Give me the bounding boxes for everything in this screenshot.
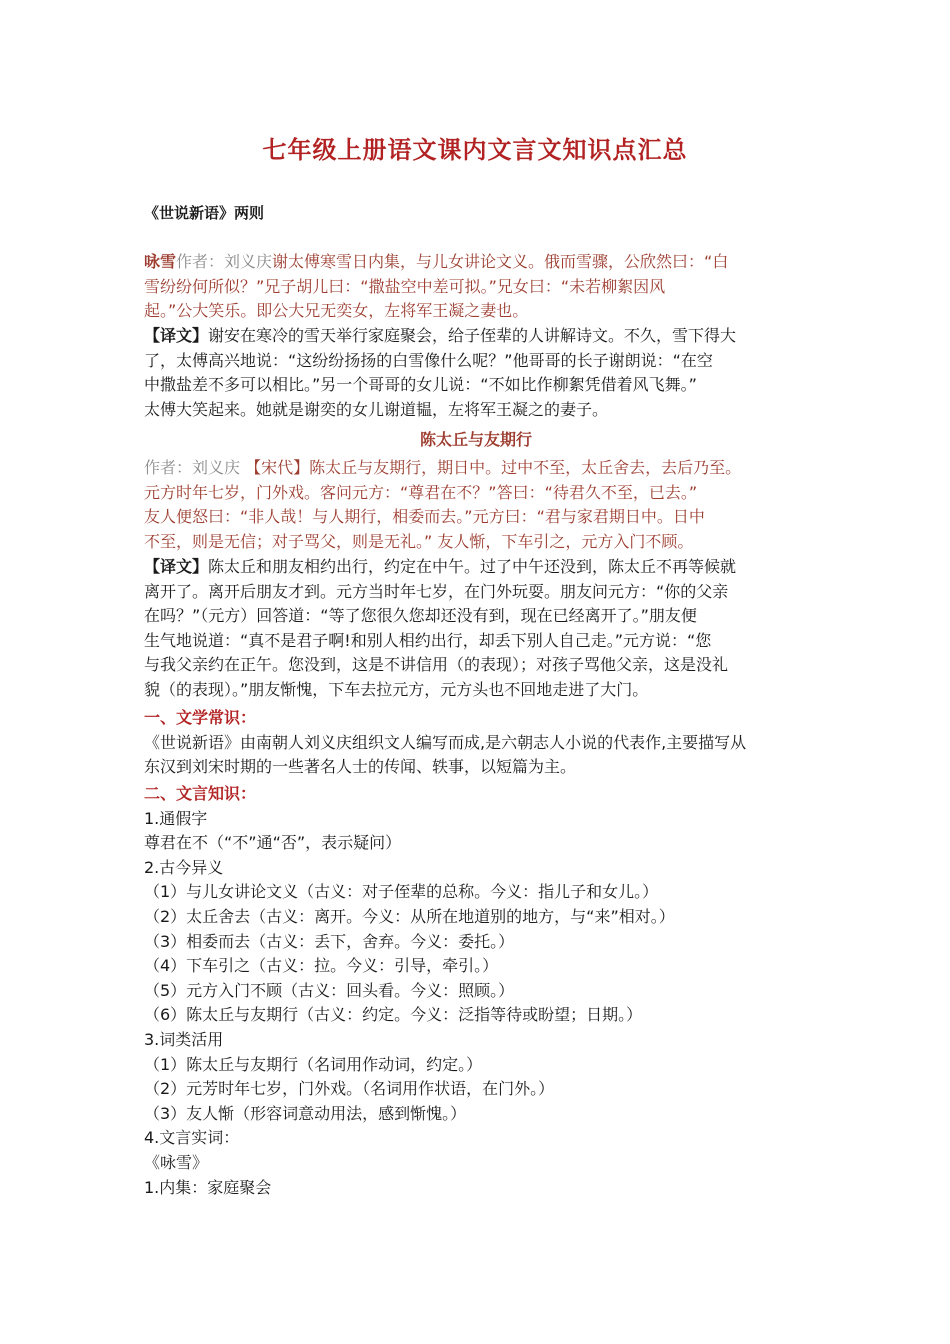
yongxue-text-line: 谢太傅寒雪日内集，与儿女讲论文义。俄而雪骤，公欣然曰：“白 — [272, 252, 729, 271]
chentaiqiu-heading: 陈太丘与友期行 — [419, 430, 532, 449]
chentaiqiu-text-line: 元方时年七岁，门外戏。客问元方：“尊君在不？”答曰：“待君久不至，已去。” — [144, 482, 698, 502]
chentaiqiu-text-line: 陈太丘与友期行，期日中。过中不至，太丘舍去，去后乃至。 — [309, 458, 742, 477]
yongxue-translation — [144, 324, 808, 422]
section-line: （6）陈太丘与友期行（古义：约定。今义：泛指等待或盼望；日期。） — [144, 1005, 643, 1025]
section-line: （1）陈太丘与友期行（名词用作动词，约定。） — [144, 1054, 483, 1074]
translation-line: 太傅大笑起来。她就是谢奕的女儿谢道韫，左将军王凝之的妻子。 — [144, 399, 609, 419]
chentaiqiu-author: 作者：刘义庆 — [144, 458, 241, 477]
section-line: （4）下车引之（古义：拉。今义：引导，牵引。） — [144, 956, 499, 976]
yongxue-author: 作者：刘义庆 — [176, 252, 273, 271]
section-line: （3）相委而去（古义：丢下，舍弃。今义：委托。） — [144, 931, 515, 951]
translation-line: 了，太傅高兴地说：“这纷纷扬扬的白雪像什么呢？”他哥哥的长子谢朗说：“在空 — [144, 350, 713, 370]
translation-line: 陈太丘和朋友相约出行，约定在中午。过了中午还没到，陈太丘不再等候就 — [208, 557, 737, 576]
literature-section — [144, 706, 808, 780]
section-line: （1）与儿女讲论文义（古义：对子侄辈的总称。今义：指儿子和女儿。） — [144, 882, 659, 902]
classical-knowledge-section — [144, 782, 808, 1200]
section-heading: 一、文学常识： — [144, 708, 257, 727]
translation-line: 生气地说道：“真不是君子啊!和别人相约出行，却丢下别人自己走。”元方说：“您 — [144, 630, 712, 650]
translation-line: 与我父亲约在正午。您没到，这是不讲信用（的表现）；对孩子骂他父亲，这是没礼 — [144, 655, 729, 675]
translation-line: 在吗？”（元方）回答道：“等了您很久您却还没有到，现在已经离开了。”朋友便 — [144, 606, 697, 626]
section-line: 《咏雪》 — [144, 1152, 209, 1172]
page-title: 七年级上册语文课内文言文知识点汇总 — [262, 136, 688, 164]
translation-line: 中撒盐差不多可以相比。”另一个哥哥的女儿说：“不如比作柳絮凭借着风飞舞。” — [144, 375, 697, 395]
section-line: 2.古今异义 — [144, 857, 224, 877]
translation-line: 谢安在寒冷的雪天举行家庭聚会，给子侄辈的人讲解诗文。不久，雪下得大 — [208, 326, 737, 345]
translation-label: 【译文】 — [144, 557, 209, 576]
translation-line: 离开了。离开后朋友才到。元方当时年七岁，在门外玩耍。朋友问元方：“你的父亲 — [144, 581, 729, 601]
yongxue-text-line: 雪纷纷何所似？”兄子胡儿曰：“撒盐空中差可拟。”兄女曰：“未若柳絮因风 — [144, 276, 666, 296]
chentaiqiu-dynasty: 【宋代】 — [245, 458, 310, 477]
section-line: 《世说新语》由南朝人刘义庆组织文人编写而成,是六朝志人小说的代表作,主要描写从 — [144, 732, 747, 752]
chentaiqiu-text-line: 友人便怒曰：“非人哉！与人期行，相委而去。”元方曰：“君与家君期日中。日中 — [144, 507, 705, 527]
translation-label: 【译文】 — [144, 326, 209, 345]
yongxue-passage — [144, 250, 808, 324]
section-line: （2）元芳时年七岁，门外戏。（名词用作状语，在门外。） — [144, 1079, 555, 1099]
section-line: （5）元方入门不顾（古义：回头看。今义：照顾。） — [144, 980, 515, 1000]
chentaiqiu-text-line: 不至，则是无信；对子骂父，则是无礼。” 友人惭，下车引之，元方入门不顾。 — [144, 531, 694, 551]
section-heading: 二、文言知识： — [144, 784, 257, 803]
section-line: （3）友人惭（形容词意动用法，感到惭愧。） — [144, 1103, 467, 1123]
section-line: 尊君在不（“不”通“否”，表示疑问） — [144, 833, 402, 853]
section-line: 1.通假字 — [144, 808, 208, 828]
section-line: 4.文言实词： — [144, 1128, 240, 1148]
section-line: 3.词类活用 — [144, 1029, 224, 1049]
section-line: 东汉到刘宋时期的一些著名人士的传闻、轶事，以短篇为主。 — [144, 757, 577, 777]
chentaiqiu-passage — [144, 456, 808, 554]
yongxue-text-line: 起。”公大笑乐。即公大兄无奕女，左将军王凝之妻也。 — [144, 301, 529, 321]
chentaiqiu-translation — [144, 555, 808, 703]
translation-line: 貌（的表现）。”朋友惭愧，下车去拉元方，元方头也不回地走进了大门。 — [144, 679, 649, 699]
section-subtitle: 《世说新语》两则 — [144, 204, 265, 222]
section-line: 1.内集：家庭聚会 — [144, 1177, 272, 1197]
section-line: （2）太丘舍去（古义：离开。今义：从所在地道别的地方，与“来”相对。） — [144, 906, 675, 926]
yongxue-heading: 咏雪 — [144, 252, 177, 271]
